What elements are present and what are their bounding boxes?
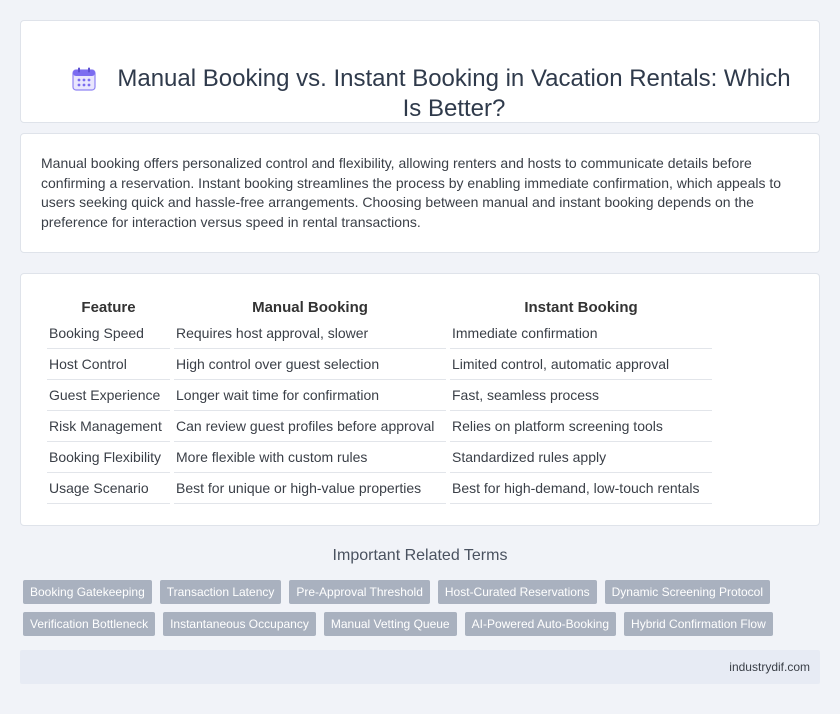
term-tag[interactable]: Hybrid Confirmation Flow bbox=[624, 612, 773, 636]
term-tag[interactable]: AI-Powered Auto-Booking bbox=[465, 612, 616, 636]
footer bbox=[20, 650, 820, 684]
column-header-instant: Instant Booking bbox=[524, 298, 638, 316]
term-tag[interactable]: Manual Vetting Queue bbox=[324, 612, 457, 636]
feature-cell: Usage Scenario bbox=[47, 473, 170, 504]
manual-cell: Requires host approval, slower bbox=[174, 318, 446, 349]
term-tag[interactable]: Dynamic Screening Protocol bbox=[605, 580, 770, 604]
term-tag[interactable]: Booking Gatekeeping bbox=[23, 580, 152, 604]
comparison-table bbox=[43, 296, 716, 504]
footer-site-link[interactable]: industrydif.com bbox=[729, 660, 810, 674]
table-row bbox=[47, 411, 712, 442]
table-row bbox=[47, 318, 712, 349]
title-card bbox=[20, 20, 820, 123]
column-header-feature: Feature bbox=[81, 298, 136, 316]
feature-cell: Host Control bbox=[47, 349, 170, 380]
term-tag[interactable]: Transaction Latency bbox=[160, 580, 282, 604]
comparison-table-card bbox=[20, 273, 820, 526]
tag-row bbox=[23, 612, 823, 636]
feature-cell: Guest Experience bbox=[47, 380, 170, 411]
instant-cell: Relies on platform screening tools bbox=[450, 411, 712, 442]
description-card bbox=[20, 133, 820, 253]
table-row bbox=[47, 380, 712, 411]
instant-cell: Standardized rules apply bbox=[450, 442, 712, 473]
feature-cell: Booking Speed bbox=[47, 318, 170, 349]
table-header-row bbox=[47, 296, 712, 318]
page-title: Manual Booking vs. Instant Booking in Vacation Rentals: Which Is Better? bbox=[117, 65, 791, 122]
term-tag[interactable]: Instantaneous Occupancy bbox=[163, 612, 316, 636]
manual-cell: Can review guest profiles before approval bbox=[174, 411, 446, 442]
feature-cell: Risk Management bbox=[47, 411, 170, 442]
related-terms-list bbox=[23, 580, 823, 644]
feature-cell: Booking Flexibility bbox=[47, 442, 170, 473]
table-row bbox=[47, 473, 712, 504]
manual-cell: Best for unique or high-value properties bbox=[174, 473, 446, 504]
calendar-icon bbox=[71, 66, 97, 92]
instant-cell: Limited control, automatic approval bbox=[450, 349, 712, 380]
manual-cell: Longer wait time for confirmation bbox=[174, 380, 446, 411]
term-tag[interactable]: Pre-Approval Threshold bbox=[289, 580, 430, 604]
column-header-manual: Manual Booking bbox=[252, 298, 368, 316]
instant-cell: Best for high-demand, low-touch rentals bbox=[450, 473, 712, 504]
manual-cell: High control over guest selection bbox=[174, 349, 446, 380]
instant-cell: Fast, seamless process bbox=[450, 380, 712, 411]
manual-cell: More flexible with custom rules bbox=[174, 442, 446, 473]
tag-row bbox=[23, 580, 823, 604]
term-tag[interactable]: Host-Curated Reservations bbox=[438, 580, 597, 604]
table-row bbox=[47, 349, 712, 380]
related-terms-heading: Important Related Terms bbox=[332, 547, 508, 564]
instant-cell: Immediate confirmation bbox=[450, 318, 712, 349]
term-tag[interactable]: Verification Bottleneck bbox=[23, 612, 155, 636]
table-row bbox=[47, 442, 712, 473]
description-text: Manual booking offers personalized control and flexibility, allowing renters and hosts to communicate details before confirming a reservation. Instant booking streamlines the process by enabling immediate confirmation, which appeals to users seeking quick and hassle-free arrangements. Choosing between manual and instant booking depends on the preference for interaction versus speed in rental transactions. bbox=[41, 155, 782, 230]
